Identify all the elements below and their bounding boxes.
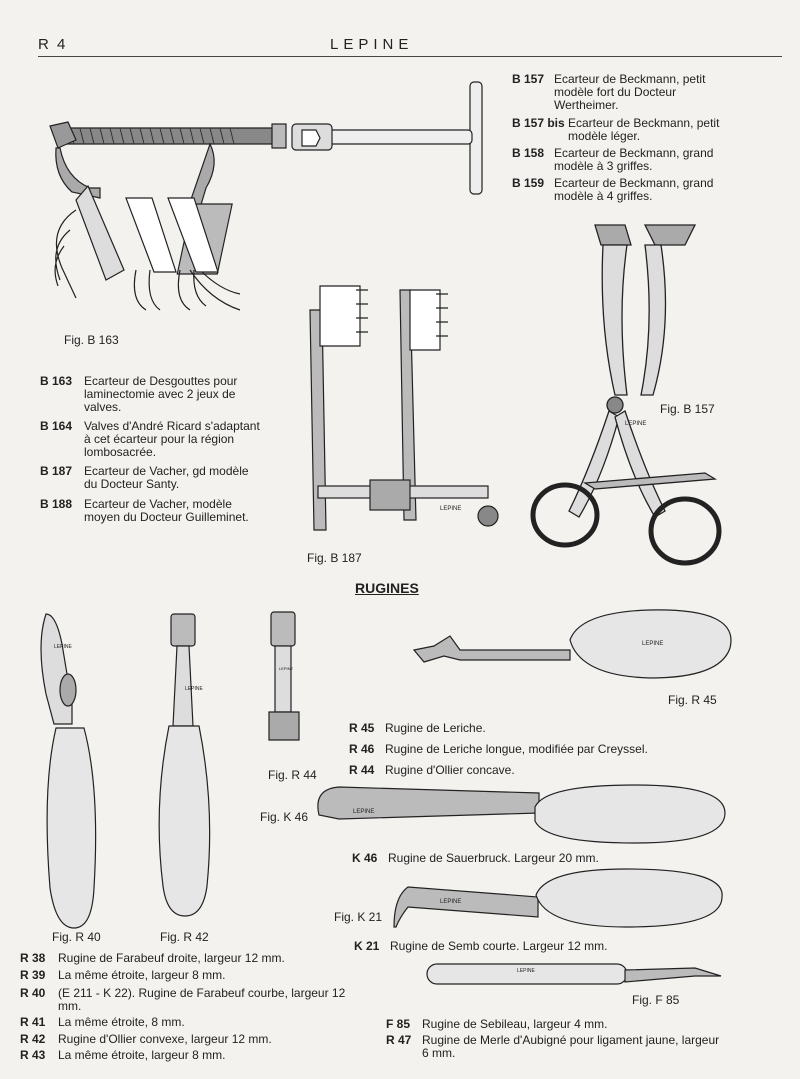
entry-code: R 42: [20, 1032, 46, 1046]
entry-text: Valves d'André Ricard s'adaptant à cet écarteur pour la région lombosacrée.: [84, 419, 260, 459]
figure-caption-k21: Fig. K 21: [334, 910, 383, 924]
figure-caption-f85: Fig. F 85: [632, 993, 680, 1007]
catalog-entry: [349, 743, 689, 757]
entry-code: F 85: [386, 1017, 411, 1031]
entry-code: R 40: [20, 986, 46, 1000]
entry-text: Ecarteur de Beckmann, grand modèle à 3 griffes.: [554, 146, 714, 173]
entry-text: Rugine d'Ollier convexe, largeur 12 mm.: [58, 1032, 272, 1046]
k21-engraving: LEPINE: [440, 899, 462, 905]
entry-code: B 163: [40, 374, 73, 388]
entry-text: Ecarteur de Vacher, modèle moyen du Docteur Guilleminet.: [84, 497, 249, 524]
entry-text: Rugine de Sauerbruck. Largeur 20 mm.: [388, 851, 599, 865]
section-title-rugines: RUGINES: [355, 580, 419, 596]
brand-header: LEPINE: [330, 36, 414, 53]
entry-text: Ecarteur de Vacher, gd modèle du Docteur Santy.: [84, 464, 249, 491]
entry-text: La même étroite, largeur 8 mm.: [58, 1048, 226, 1062]
catalog-entry: [20, 1016, 360, 1030]
catalog-entry: [349, 764, 689, 778]
entry-code: R 38: [20, 951, 46, 965]
entry-code: R 46: [349, 742, 375, 756]
entry-text: Ecarteur de Beckmann, petit modèle fort du Docteur Wertheimer.: [554, 72, 706, 112]
b163-t-key-illustration: [290, 78, 500, 198]
page-code: R 4: [38, 36, 68, 53]
figure-caption-b157: Fig. B 157: [660, 402, 715, 416]
entry-code: R 43: [20, 1048, 46, 1062]
header-rule: [38, 56, 782, 57]
r44-illustration: [265, 610, 305, 745]
catalog-entry: [20, 969, 360, 983]
catalog-entry: [386, 1018, 726, 1032]
catalog-entry: [20, 987, 360, 1015]
r42-engraving: LEPINE: [185, 686, 203, 692]
b187-illustration: [290, 280, 510, 550]
figure-caption-r45: Fig. R 45: [668, 693, 717, 707]
catalog-entry: [512, 117, 732, 145]
b163-illustration: [40, 120, 290, 330]
figure-caption-r42: Fig. R 42: [160, 930, 209, 944]
catalog-entry: [20, 1049, 360, 1063]
r45-engraving: LEPINE: [642, 641, 664, 647]
k46-engraving: LEPINE: [353, 809, 375, 815]
entry-code: R 47: [386, 1033, 412, 1047]
entry-text: Rugine de Farabeuf droite, largeur 12 mm.: [58, 951, 285, 965]
entry-text: La même étroite, largeur 8 mm.: [58, 968, 226, 982]
entry-code: K 21: [354, 939, 380, 953]
figure-caption-b187: Fig. B 187: [307, 551, 362, 565]
catalog-entry: [20, 1033, 360, 1047]
b157-engraving: LEPINE: [625, 421, 647, 427]
entry-code: B 158: [512, 146, 545, 160]
r40-illustration: [40, 608, 110, 933]
entry-code: R 44: [349, 763, 375, 777]
r40-engraving: LEPINE: [54, 644, 72, 650]
f85-illustration: [425, 958, 725, 990]
entry-code: R 39: [20, 968, 46, 982]
entry-text: Ecarteur de Beckmann, petit modèle léger.: [568, 116, 720, 143]
entry-code: R 41: [20, 1015, 46, 1029]
b187-engraving: LEPINE: [440, 506, 462, 512]
entry-text: (E 211 - K 22). Rugine de Farabeuf courbe, largeur 12 mm.: [58, 986, 346, 1013]
catalog-entry: [512, 147, 732, 175]
entry-code: B 157 bis: [512, 116, 565, 130]
r42-illustration: [155, 610, 215, 930]
entry-code: B 159: [512, 176, 545, 190]
entry-code: B 187: [40, 464, 73, 478]
catalog-entry: [40, 465, 260, 493]
figure-caption-b163: Fig. B 163: [64, 333, 119, 347]
catalog-entry: [40, 420, 260, 460]
entry-code: R 45: [349, 721, 375, 735]
r44-engraving: LEPINE: [279, 666, 294, 671]
entry-text: Rugine de Sebileau, largeur 4 mm.: [422, 1017, 608, 1031]
catalog-entry: [512, 177, 732, 205]
catalog-entry: [40, 375, 260, 415]
entry-code: B 164: [40, 419, 73, 433]
entry-text: Ecarteur de Desgouttes pour laminectomie avec 2 jeux de valves.: [84, 374, 238, 414]
catalog-entry: [352, 852, 652, 866]
b157-illustration: [525, 215, 745, 575]
entry-text: Rugine de Leriche longue, modifiée par Creyssel.: [385, 742, 648, 756]
catalog-entry: [349, 722, 689, 736]
entry-text: Rugine de Leriche.: [385, 721, 486, 735]
figure-caption-r44: Fig. R 44: [268, 768, 317, 782]
entry-text: Rugine de Merle d'Aubigné pour ligament jaune, largeur 6 mm.: [422, 1033, 720, 1060]
catalog-entry: [40, 498, 260, 526]
entry-code: B 188: [40, 497, 73, 511]
entry-code: B 157: [512, 72, 545, 86]
catalog-entry: [386, 1034, 726, 1062]
figure-caption-k46: Fig. K 46: [260, 810, 309, 824]
catalog-entry: [20, 952, 360, 966]
entry-text: Rugine de Semb courte. Largeur 12 mm.: [390, 939, 608, 953]
k21-illustration: [390, 865, 730, 935]
entry-text: La même étroite, 8 mm.: [58, 1015, 185, 1029]
figure-caption-r40: Fig. R 40: [52, 930, 101, 944]
catalog-entry: [354, 940, 654, 954]
f85-engraving: LEPINE: [517, 968, 535, 974]
k46-illustration: [315, 785, 730, 850]
catalog-entry: [512, 73, 732, 113]
r45-illustration: [410, 610, 735, 685]
entry-text: Rugine d'Ollier concave.: [385, 763, 515, 777]
entry-text: Ecarteur de Beckmann, grand modèle à 4 griffes.: [554, 176, 714, 203]
entry-code: K 46: [352, 851, 378, 865]
